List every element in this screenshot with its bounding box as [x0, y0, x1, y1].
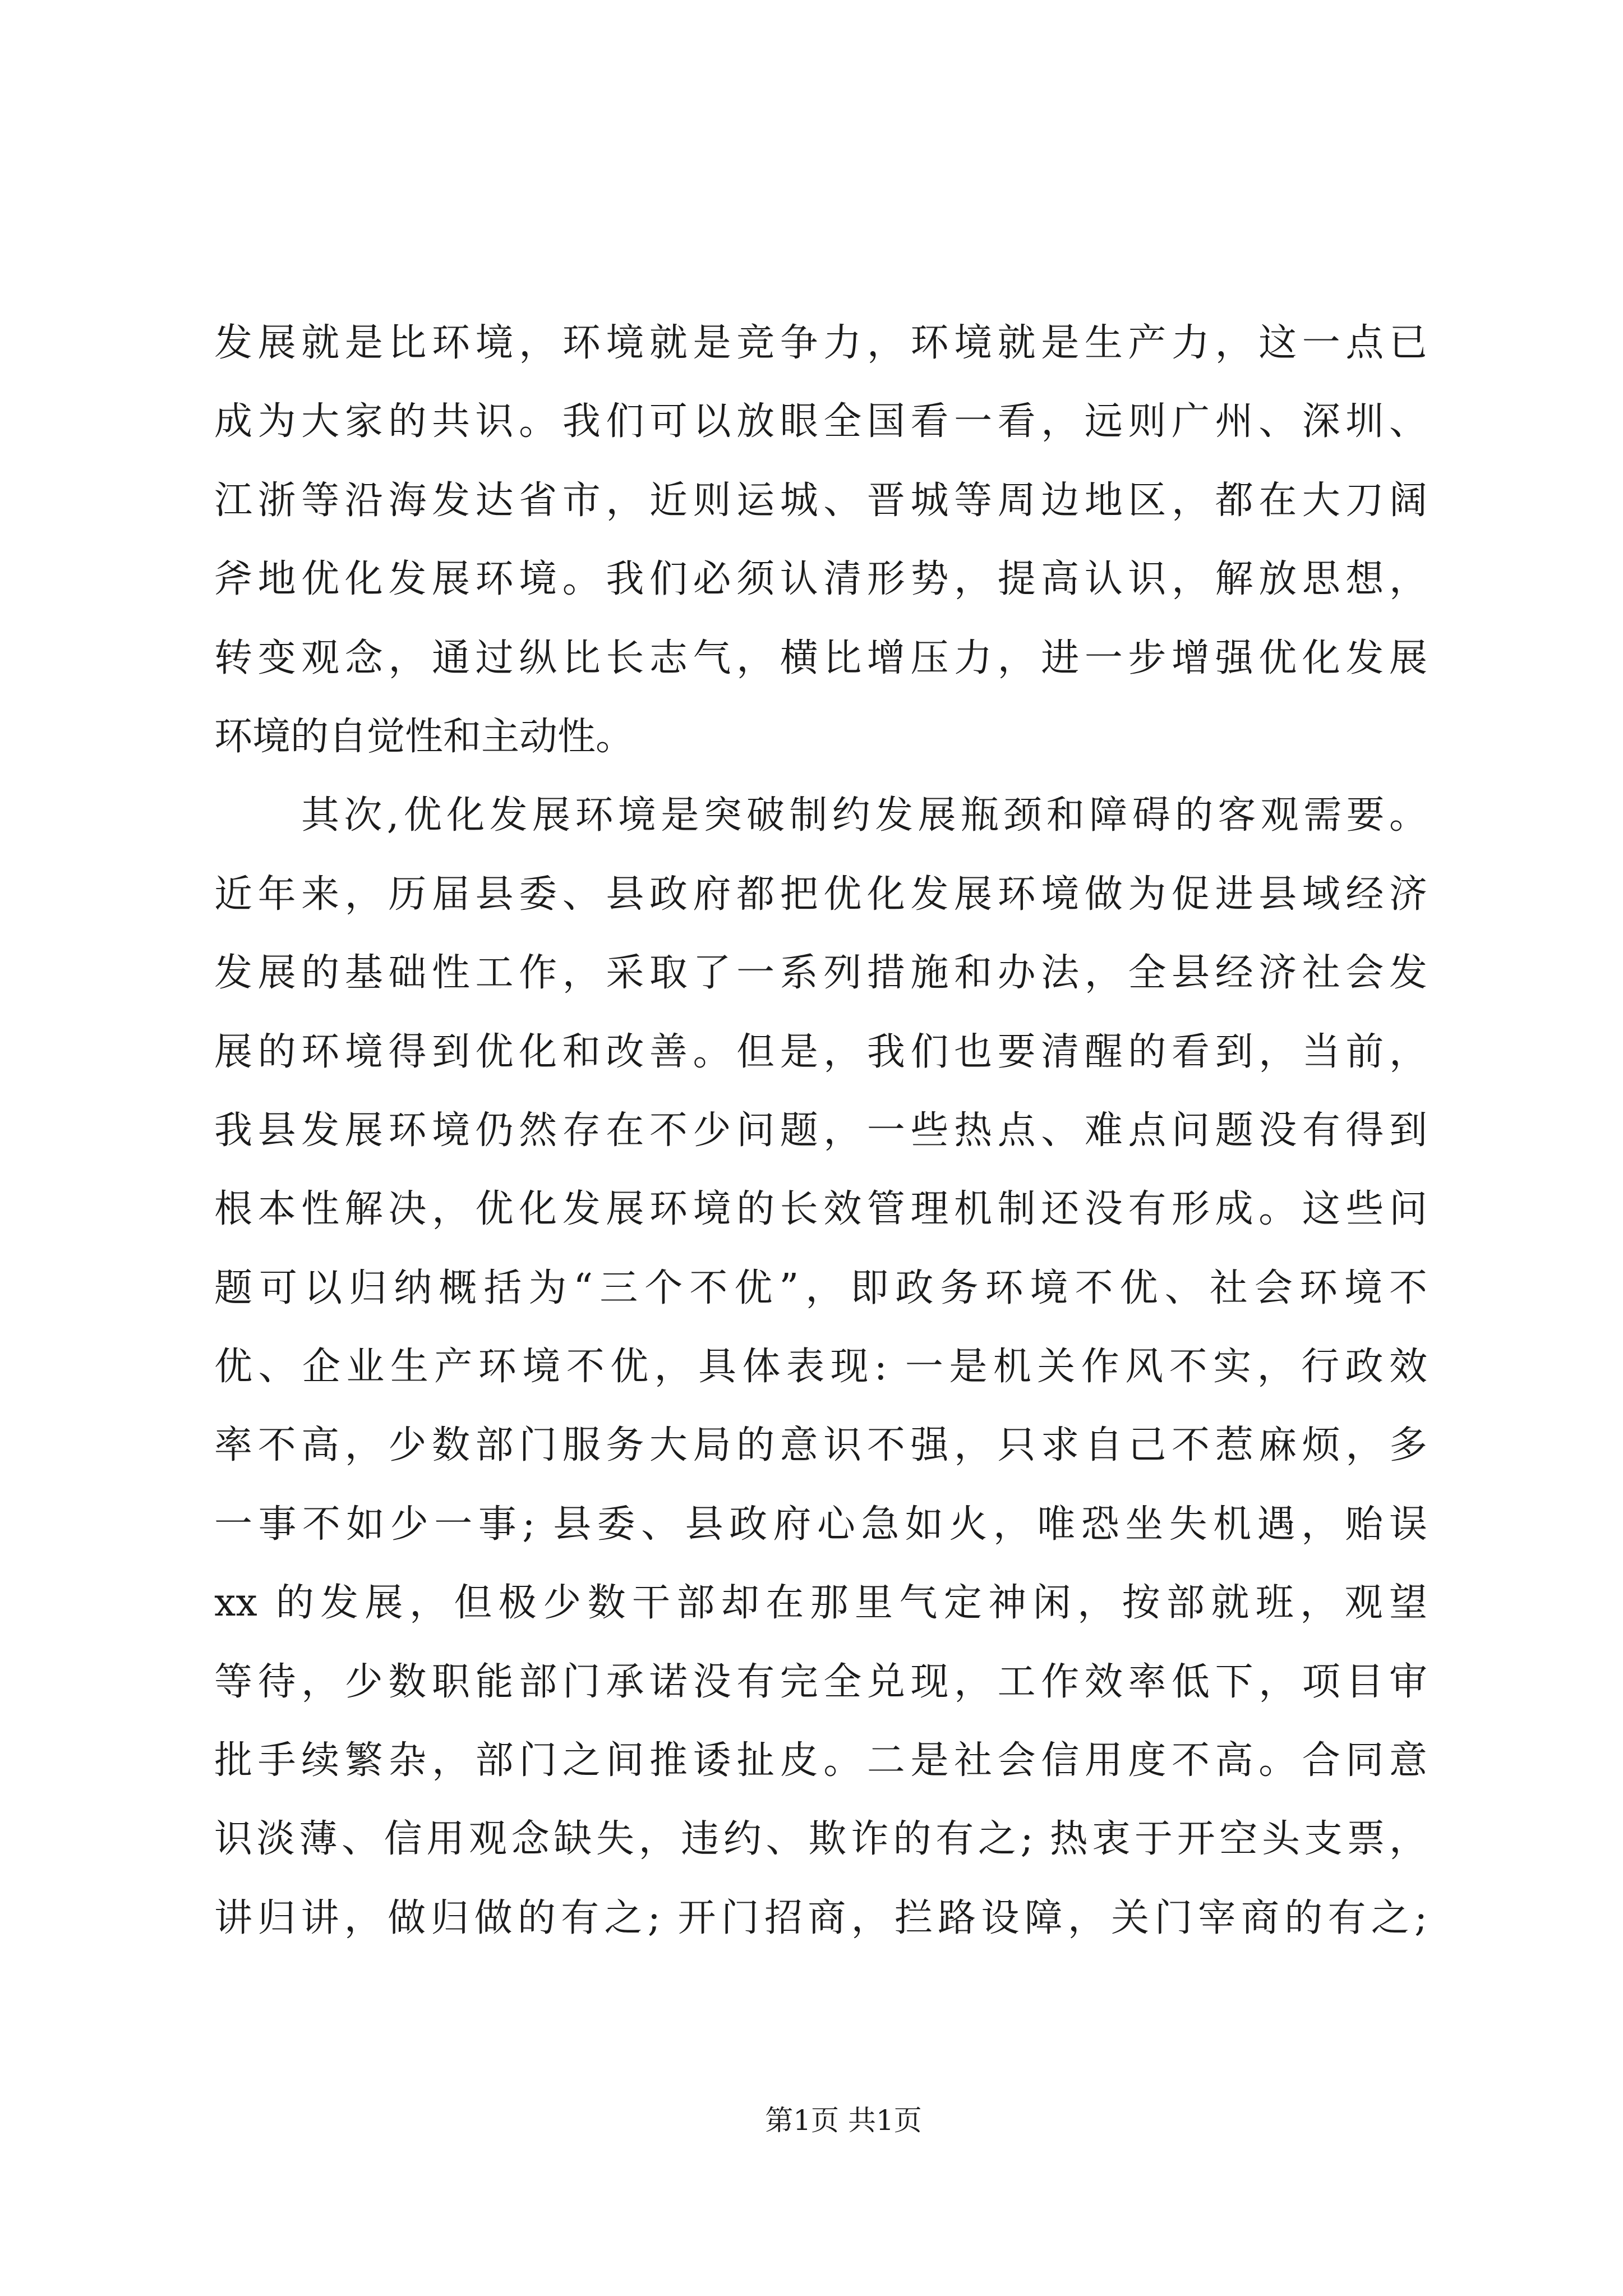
paragraph-line: 近年来，历届县委、县政府都把优化发展环境做为促进县域经济	[214, 872, 1427, 917]
paragraph-1	[214, 304, 1427, 776]
paragraph-line: 一事不如少一事; 县委、县政府心急如火，唯恐坐失机遇，贻误	[214, 1502, 1427, 1547]
body-text	[214, 304, 1427, 1958]
paragraph-line: 根本性解决，优化发展环境的长效管理机制还没有形成。这些问	[214, 1187, 1427, 1232]
paragraph-line: 题可以归纳概括为“三个不优”，即政务环境不优、社会环境不	[214, 1266, 1427, 1310]
paragraph-line: 环境的自觉性和主动性。	[214, 714, 634, 759]
paragraph-line: 斧地优化发展环境。我们必须认清形势，提高认识，解放思想，	[214, 557, 1427, 602]
paragraph-line: 等待，少数职能部门承诺没有完全兑现，工作效率低下，项目审	[214, 1659, 1427, 1704]
paragraph-line: 我县发展环境仍然存在不少问题，一些热点、难点问题没有得到	[214, 1108, 1427, 1153]
paragraph-line: xx 的发展，但极少数干部却在那里气定神闲，按部就班，观望	[214, 1581, 1427, 1626]
paragraph-line: 江浙等沿海发达省市，近则运城、晋城等周边地区，都在大刀阔	[214, 478, 1427, 523]
paragraph-line: 发展的基础性工作，采取了一系列措施和办法，全县经济社会发	[214, 951, 1427, 996]
paragraph-line: 识淡薄、信用观念缺失，违约、欺诈的有之; 热衷于开空头支票，	[214, 1817, 1427, 1862]
paragraph-line: 讲归讲，做归做的有之; 开门招商，拦路设障，关门宰商的有之;	[214, 1895, 1427, 1940]
paragraph-line: 展的环境得到优化和改善。但是，我们也要清醒的看到，当前，	[214, 1029, 1427, 1074]
paragraph-line: 批手续繁杂，部门之间推诿扯皮。二是社会信用度不高。合同意	[214, 1738, 1427, 1783]
paragraph-2	[214, 776, 1427, 1958]
paragraph-line: 发展就是比环境，环境就是竞争力，环境就是生产力，这一点已	[214, 321, 1427, 365]
paragraph-line: 转变观念，通过纵比长志气，横比增压力，进一步增强优化发展	[214, 636, 1427, 680]
page-footer: 第1页 共1页	[765, 2104, 922, 2137]
paragraph-line: 率不高，少数部门服务大局的意识不强，只求自己不惹麻烦，多	[214, 1423, 1427, 1468]
paragraph-line: 成为大家的共识。我们可以放眼全国看一看，远则广州、深圳、	[214, 399, 1427, 444]
paragraph-line: 其次,优化发展环境是突破制约发展瓶颈和障碍的客观需要。	[301, 793, 1427, 838]
paragraph-line: 优、企业生产环境不优，具体表现: 一是机关作风不实，行政效	[214, 1345, 1427, 1389]
